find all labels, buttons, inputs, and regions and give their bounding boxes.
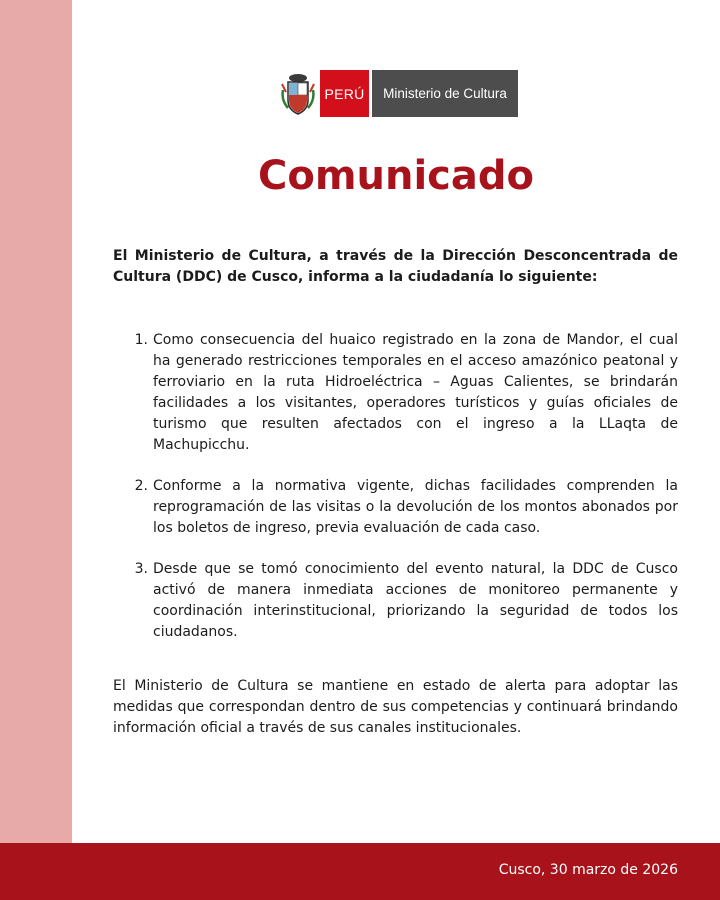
announcement-list [113, 330, 678, 663]
page-title: Comunicado [258, 153, 534, 199]
ministry-logo [280, 70, 518, 117]
intro-paragraph: El Ministerio de Cultura, a través de la Dirección Desconcentrada de Cultura (DDC) de Cusco, informa a la ciudadanía lo siguiente: [113, 248, 678, 285]
list-item-text: Desde que se tomó conocimiento del evento natural, la DDC de Cusco activó de manera inmediata acciones de monitoreo permanente y coordinación interinstitucional, priorizando la seguridad de todos los ciudadanos. [153, 561, 678, 640]
list-item [113, 330, 678, 456]
list-item [113, 476, 678, 539]
footer-date: Cusco, 30 marzo de 2026 [498, 862, 678, 878]
national-coat-of-arms-icon [280, 70, 316, 117]
list-item-number: 2. [134, 478, 148, 494]
decorative-side-bar [0, 0, 72, 843]
peru-label: PERÚ [320, 70, 369, 117]
list-item [113, 559, 678, 643]
list-item-text: Conforme a la normativa vigente, dichas facilidades comprenden la reprogramación de las visitas o la devolución de los montos abonados por los boletos de ingreso, previa evaluación de cada caso. [153, 478, 678, 536]
ministry-label: Ministerio de Cultura [372, 70, 518, 117]
footer-bar [0, 843, 720, 900]
list-item-number: 3. [134, 561, 148, 577]
closing-paragraph: El Ministerio de Cultura se mantiene en estado de alerta para adoptar las medidas que correspondan dentro de sus competencias y continuará brindando información oficial a través de sus canales institucionales. [113, 678, 678, 736]
list-item-number: 1. [134, 332, 148, 348]
list-item-text: Como consecuencia del huaico registrado en la zona de Mandor, el cual ha generado restricciones temporales en el acceso amazónico peatonal y ferroviario en la ruta Hidroeléctrica – Aguas Calientes, se brindarán facilidades a los visitantes, operadores turísticos y guías oficiales de turismo que resulten afectados con el ingreso a la LLaqta de Machupicchu. [153, 332, 678, 453]
